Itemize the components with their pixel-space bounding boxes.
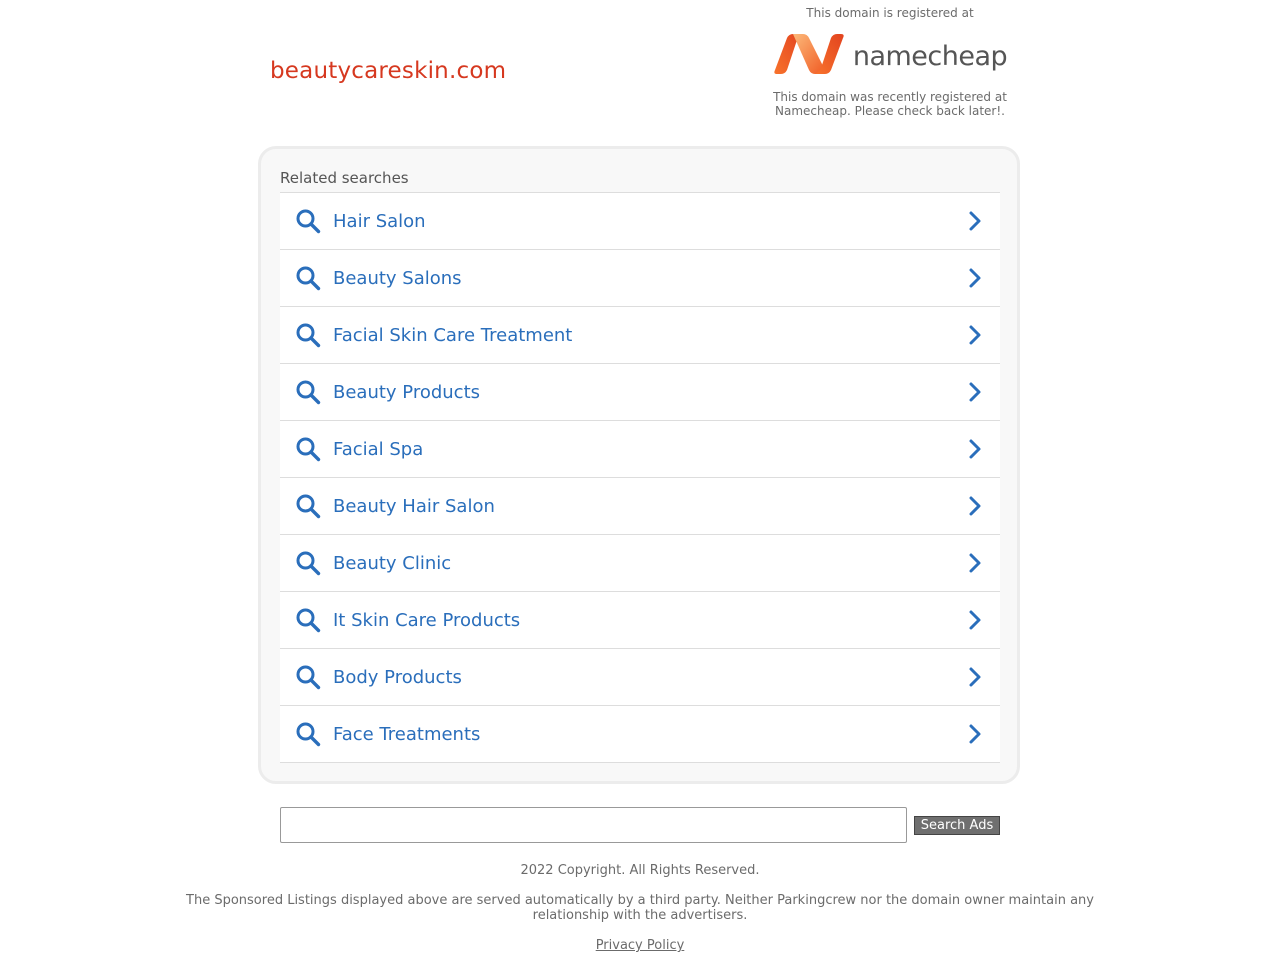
privacy-policy (180, 938, 1100, 953)
privacy-policy-link[interactable]: Privacy Policy (595, 938, 685, 953)
related-search-item[interactable] (280, 649, 1000, 706)
chevron-right-icon (966, 552, 984, 574)
namecheap-logo[interactable] (760, 33, 1020, 75)
search-icon (295, 664, 321, 690)
search-icon (295, 322, 321, 348)
related-search-label: Face Treatments (333, 723, 481, 745)
related-searches-box (258, 146, 1020, 784)
chevron-right-icon (966, 267, 984, 289)
search-icon (295, 721, 321, 747)
copyright-text: 2022 Copyright. All Rights Reserved. (520, 863, 760, 878)
related-search-item[interactable] (280, 193, 1000, 250)
related-search-item[interactable] (280, 307, 1000, 364)
chevron-right-icon (966, 381, 984, 403)
search-icon (295, 265, 321, 291)
namecheap-wordmark: namecheap (852, 40, 1008, 72)
related-search-label: Beauty Products (333, 381, 481, 403)
disclaimer-text: The Sponsored Listings displayed above are served automatically by a third party. Neither Parkingcrew nor the domain owner maintain any relationship with the advertisers. (186, 893, 1094, 923)
namecheap-n-icon (773, 34, 845, 74)
search-row (280, 807, 1000, 843)
related-search-item[interactable] (280, 364, 1000, 421)
registrar-panel (760, 0, 1020, 118)
related-search-label: Body Products (333, 666, 462, 688)
related-searches-list (280, 192, 1000, 763)
related-search-item[interactable] (280, 250, 1000, 307)
domain-title: beautycareskin.com (270, 58, 507, 84)
related-search-label: It Skin Care Products (333, 609, 521, 631)
related-search-label: Beauty Salons (333, 267, 462, 289)
chevron-right-icon (966, 210, 984, 232)
search-icon (295, 379, 321, 405)
chevron-right-icon (966, 723, 984, 745)
related-search-item[interactable] (280, 592, 1000, 649)
related-search-label: Facial Spa (333, 438, 424, 460)
chevron-right-icon (966, 609, 984, 631)
related-search-label: Facial Skin Care Treatment (333, 324, 573, 346)
search-input[interactable] (280, 807, 907, 843)
related-search-label: Beauty Clinic (333, 552, 452, 574)
search-ads-button[interactable]: Search Ads (914, 816, 1000, 835)
search-icon (295, 436, 321, 462)
chevron-right-icon (966, 438, 984, 460)
related-search-item[interactable] (280, 535, 1000, 592)
chevron-right-icon (966, 666, 984, 688)
search-icon (295, 493, 321, 519)
registrar-bottom-text: This domain was recently registered at Namecheap. Please check back later!. (773, 90, 1007, 118)
related-search-item[interactable] (280, 478, 1000, 535)
related-search-item[interactable] (280, 706, 1000, 763)
search-icon (295, 607, 321, 633)
registrar-top-text: This domain is registered at (806, 6, 974, 20)
related-search-label: Beauty Hair Salon (333, 495, 495, 517)
search-icon (295, 550, 321, 576)
chevron-right-icon (966, 495, 984, 517)
search-icon (295, 208, 321, 234)
related-search-item[interactable] (280, 421, 1000, 478)
related-search-label: Hair Salon (333, 210, 426, 232)
chevron-right-icon (966, 324, 984, 346)
related-searches-heading: Related searches (280, 169, 409, 187)
